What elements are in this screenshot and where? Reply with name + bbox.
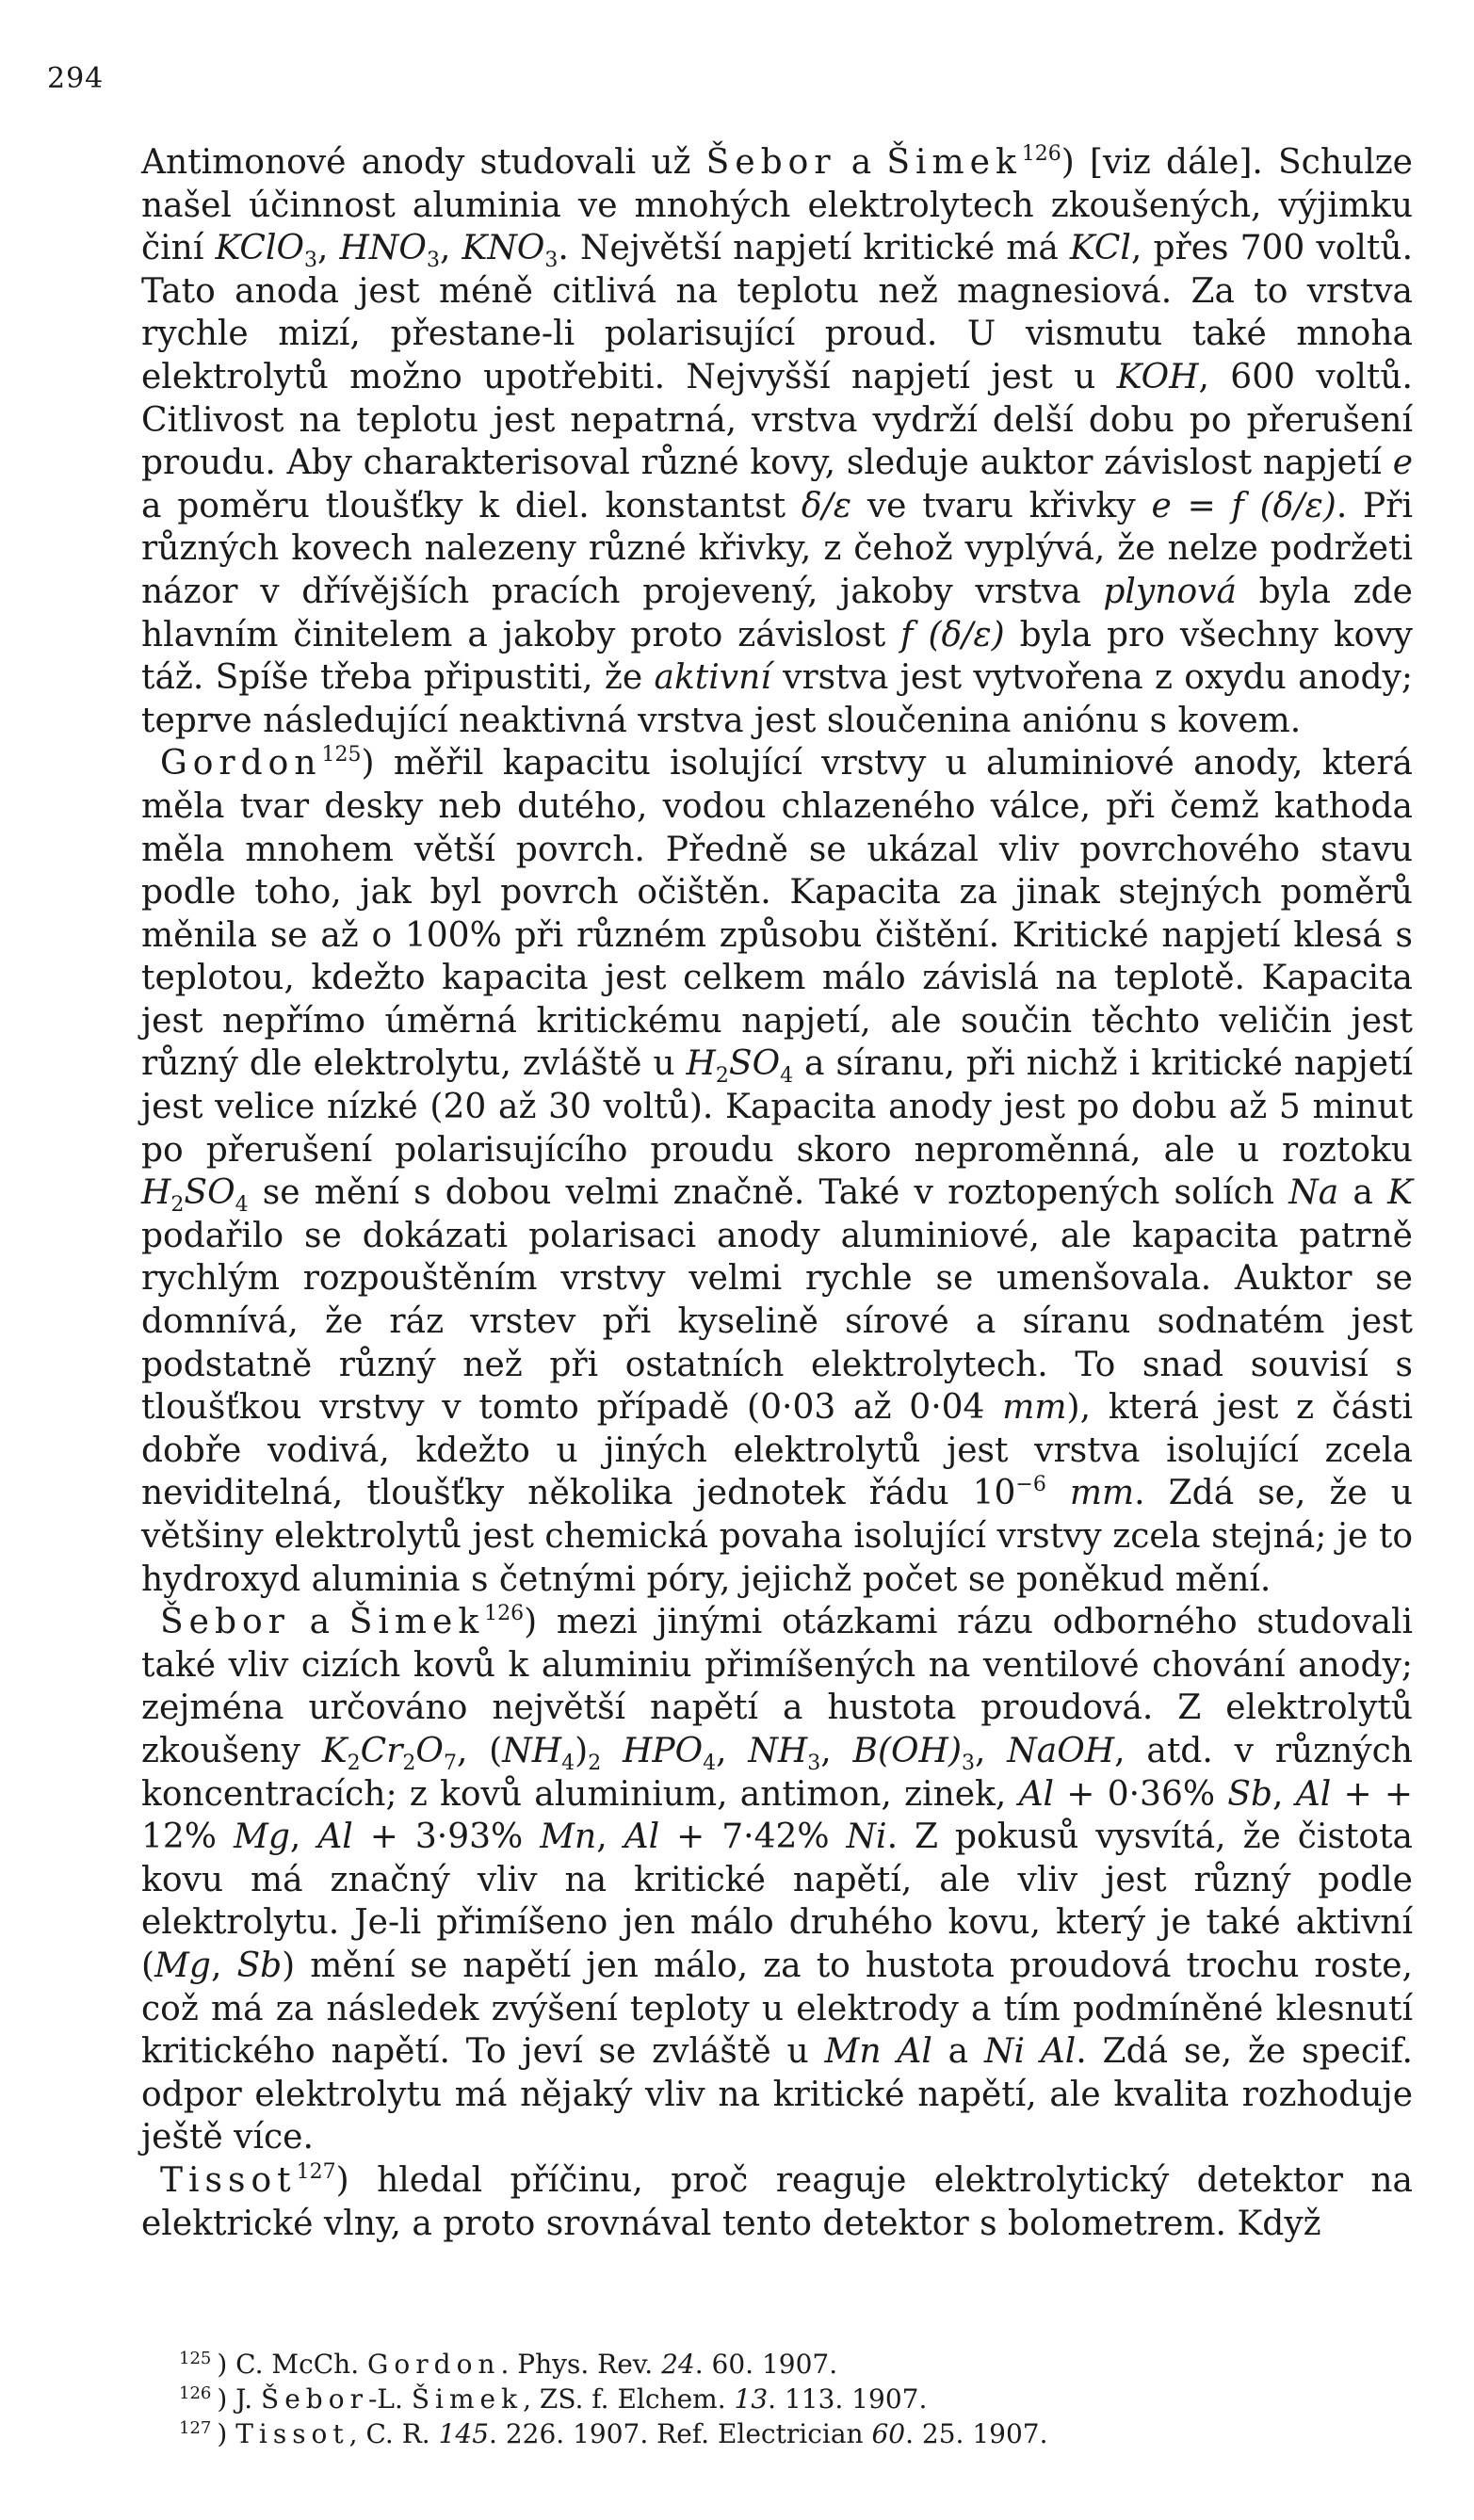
text-run: -L. [367, 2383, 412, 2415]
text-run: . Phys. Rev. [500, 2349, 662, 2380]
italic-term: plynová [1103, 572, 1237, 611]
text-run: , atd. v různých koncentracích; z kovů aluminium, antimon, zinek, [141, 1731, 1413, 1814]
italic-term: HNO [339, 229, 427, 268]
subscript: 2 [715, 1064, 729, 1089]
footnote [141, 2347, 1413, 2382]
text-run: , [316, 229, 340, 268]
author-name: Gordon [367, 2349, 501, 2380]
italic-term: Mg [154, 1946, 211, 1985]
footnote-number: 125 [179, 2349, 212, 2368]
text-run: podařilo se dokázati polarisaci anody aluminiové, ale kapacita patrně rychlým rozpouštěním vrstvy velmi rychle se umenšovala. Auktor se domnívá, že ráz vrstev při kyselině sírové a síranu sodnatém jest podstatně různý než při ostatních elektrolytech. To snad souvisí s tloušťkou vrstvy v tomto případě (0·03 až 0·04 [141, 1216, 1413, 1428]
text-run: , 600 voltů. Citlivost na teplotu jest nepatrná, vrstva vydrží delší dobu po přerušení proudu. Aby charakterisoval různé kovy, sleduje auktor závislost napjetí [141, 357, 1413, 483]
italic-term: mm [1069, 1474, 1135, 1513]
text-run: . Největší napjetí kritické má [558, 229, 1070, 268]
text-run: . Při různých kovech nalezeny různé křivky, z čehož vyplývá, že nelze podržeti názor v dřívějších pracích projevený, jakoby vrstva [141, 486, 1413, 611]
italic-term: K [321, 1731, 348, 1770]
text-run: byla zde hlavním činitelem a jakoby proto závislost [141, 572, 1413, 654]
italic-term: Al [1018, 1774, 1055, 1814]
author-name: Šebor [705, 143, 836, 182]
superscript: 126 [484, 1602, 525, 1626]
text-run: , přes 700 voltů. Tato anoda jest méně citlivá na teplotu než magnesiová. Za to vrstva rychle mizí, přestane-li polarisující proud. U vismutu také mnoha elektrolytů možno upotřebiti. Nejvyšší napjetí jest u [141, 229, 1414, 396]
italic-term: Al [1295, 1774, 1332, 1814]
italic-term: 24 [661, 2349, 695, 2380]
superscript: −6 [1015, 1473, 1046, 1497]
subscript: 2 [170, 1193, 185, 1218]
text-run: . 113. 1907. [768, 2383, 928, 2415]
italic-term: Al [624, 1817, 660, 1857]
subscript: 3 [303, 249, 317, 273]
text-run: a [835, 143, 887, 182]
footnote [141, 2382, 1413, 2416]
italic-term: Na [1288, 1173, 1339, 1213]
text-run: , [975, 1731, 1008, 1770]
text-run: , [289, 1817, 318, 1857]
text-run: a [289, 1603, 349, 1642]
text-run: , [596, 1817, 624, 1857]
italic-term: SO [728, 1044, 781, 1084]
footnote [141, 2416, 1413, 2451]
italic-term: SO [184, 1173, 235, 1213]
footnote-number: 127 [179, 2418, 212, 2438]
superscript: 125 [321, 743, 362, 767]
text-run: a [931, 2032, 984, 2072]
text-run: , [820, 1731, 853, 1770]
text-run: vrstva jest vytvořena z oxydu anody; teprve následující neaktivná vrstva jest sloučenina aniónu s kovem. [141, 658, 1413, 740]
italic-term: δ/ε [801, 486, 852, 525]
text-run: byla pro všechny kovy táž. Spíše třeba připustiti, že [141, 615, 1414, 698]
italic-term: NH [748, 1731, 808, 1770]
italic-term: Mg [233, 1817, 290, 1857]
italic-term: O [415, 1731, 444, 1770]
author-name: Tissot [235, 2418, 349, 2449]
text-run: . 60. 1907. [694, 2349, 838, 2380]
italic-term: HPO [623, 1731, 704, 1770]
subscript: 3 [426, 249, 440, 273]
text-run: , [210, 1946, 237, 1985]
text-run: ) mění se napětí jen málo, za to hustota proudová trochu roste, což má za následek zvýšení teploty u elektrody a tím podmíněné klesnutí kritického napětí. To jeví se zvláště u [141, 1946, 1413, 2072]
text-run [1046, 1474, 1070, 1512]
text-run: . Zdá se, že specif. odpor elektrolytu má nějaký vliv na kritické napětí, ale kvalita rozhoduje ještě více. [141, 2032, 1413, 2157]
text-run: . 226. 1907. Ref. Electrician [489, 2418, 872, 2449]
text-run: . Z pokusů vysvítá, že čistota kovu má značný vliv na kritické napětí, ale vliv jest různý podle elektrolytu. Je-li přimíšeno jen málo druhého kovu, který je také aktivní ( [141, 1817, 1414, 1985]
text-run: Antimonové anody studovali už [141, 143, 706, 182]
body-text [141, 141, 1413, 2245]
text-run: , ( [456, 1731, 503, 1770]
subscript: 3 [807, 1751, 821, 1775]
text-run: ) [viz dále]. Schulze našel účinnost aluminia ve mnohých elektrolytech zkoušených, výjimku činí [141, 143, 1413, 268]
text-run: + 3·93% [352, 1817, 541, 1857]
text-run: se mění s dobou velmi značně. Také v roztopených solích [248, 1173, 1289, 1213]
italic-term: KCl [1069, 229, 1131, 268]
subscript: 3 [962, 1751, 975, 1775]
italic-term: Sb [236, 1946, 283, 1985]
italic-term: 60 [871, 2418, 906, 2449]
footnotes [141, 2347, 1413, 2451]
text-run: , [1272, 1774, 1296, 1814]
italic-term: f (δ/ε) [900, 615, 1005, 654]
italic-term: NH [502, 1731, 562, 1770]
text-run [601, 1732, 623, 1770]
paragraph [141, 1601, 1413, 2159]
italic-term: NaOH [1007, 1731, 1115, 1770]
text-run: ), která jest z části dobře vodivá, kdežto u jiných elektrolytů jest vrstva isolující zcela neviditelná, tloušťky několika jednotek řádu 10 [141, 1388, 1413, 1513]
italic-term: K [1387, 1173, 1413, 1213]
italic-term: Ni [846, 1817, 887, 1857]
italic-term: Ni Al [983, 2032, 1077, 2072]
italic-term: H [686, 1044, 716, 1084]
italic-term: 13 [734, 2383, 769, 2415]
italic-term: aktivní [654, 658, 771, 698]
italic-term: Mn Al [824, 2032, 932, 2072]
text-run: ) C. McCh. [217, 2349, 368, 2380]
italic-term: e = f (δ/ε) [1151, 486, 1336, 525]
text-run: + + 12% [141, 1774, 1414, 1857]
italic-term: mm [1002, 1388, 1067, 1428]
paragraph [141, 141, 1413, 742]
italic-term: KOH [1116, 357, 1199, 396]
italic-term: e [1392, 444, 1413, 483]
author-name: Šimek [886, 143, 1022, 182]
superscript: 126 [1021, 142, 1061, 166]
text-run: a [1338, 1173, 1388, 1213]
text-run: ve tvaru křivky [851, 486, 1152, 525]
subscript: 2 [588, 1751, 602, 1775]
author-name: Šebor [261, 2383, 368, 2415]
text-run: . Zdá se, že u většiny elektrolytů jest chemická povaha isolující vrstvy zcela stejná; je to hydroxyd aluminia s četnými póry, jejichž počet se poněkud mění. [141, 1474, 1413, 1599]
italic-term: KNO [462, 229, 545, 268]
subscript: 2 [402, 1751, 416, 1775]
text-run: a poměru tloušťky k diel. konstantst [141, 486, 802, 525]
footnote-number: 126 [179, 2383, 212, 2403]
italic-term: Mn [540, 1817, 597, 1857]
text-run: + 7·42% [659, 1817, 847, 1857]
italic-term: B(OH) [852, 1731, 962, 1770]
text-run: ) [217, 2418, 236, 2449]
text-run: . 25. 1907. [905, 2418, 1048, 2449]
paragraph [141, 742, 1413, 1601]
text-run: , C. R. [348, 2418, 439, 2449]
paragraph [141, 2159, 1413, 2245]
author-name: Šimek [348, 1603, 485, 1642]
text-run: ) hledal příčinu, proč reaguje elektrolytický detektor na elektrické vlny, a proto srovnával tento detektor s bolometrem. Když [141, 2160, 1413, 2243]
subscript: 4 [561, 1751, 575, 1775]
text-run: , [716, 1731, 749, 1770]
superscript: 127 [296, 2159, 336, 2184]
italic-term: KClO [215, 229, 304, 268]
subscript: 7 [443, 1751, 457, 1775]
subscript: 3 [544, 249, 559, 273]
italic-term: Cr [360, 1731, 403, 1770]
subscript: 4 [235, 1193, 249, 1218]
text-run: ) J. [217, 2383, 262, 2415]
text-run: , ZS. f. Elchem. [523, 2383, 735, 2415]
author-name: Šimek [411, 2383, 524, 2415]
subscript: 4 [780, 1064, 794, 1089]
page-number: 294 [47, 62, 105, 95]
subscript: 2 [347, 1751, 361, 1775]
author-name: Gordon [160, 744, 322, 783]
subscript: 4 [703, 1751, 717, 1775]
italic-term: H [141, 1173, 171, 1213]
author-name: Tissot [160, 2160, 297, 2200]
text-run: , [439, 229, 462, 268]
text-run: ) mezi jinými otázkami rázu odborného studovali také vliv cizích kovů k aluminiu přimíšených na ventilové chování anody; zejména určováno největší napětí a hustota proudová. Z elektrolytů zkoušeny [141, 1603, 1413, 1770]
text-run: a síranu, při nichž i kritické napjetí jest velice nízké (20 až 30 voltů). Kapacita anody jest po dobu až 5 minut po přerušení polarisujícího proudu skoro neproměnná, ale u roztoku [141, 1044, 1413, 1170]
author-name: Šebor [160, 1603, 290, 1642]
text-run: ) [575, 1731, 589, 1770]
text-run: ) měřil kapacitu isolující vrstvy u aluminiové anody, která měla tvar desky neb dutého, vodou chlazeného válce, při čemž kathoda měla mnohem větší povrch. Předně se ukázal vliv povrchového stavu podle toho, jak byl povrch očištěn. Kapacita za jinak stejných poměrů měnila se až o 100% při různém způsobu čištění. Kritické napjetí klesá s teplotou, kdežto kapacita jest celkem málo závislá na teplotě. Kapacita jest nepřímo úměrná kritickému napjetí, ale součin těchto veličin jest různý dle elektrolytu, zvláště u [141, 744, 1413, 1084]
italic-term: 145 [438, 2418, 490, 2449]
italic-term: Al [317, 1817, 353, 1857]
italic-term: Sb [1227, 1774, 1273, 1814]
text-run: + 0·36% [1054, 1774, 1228, 1814]
